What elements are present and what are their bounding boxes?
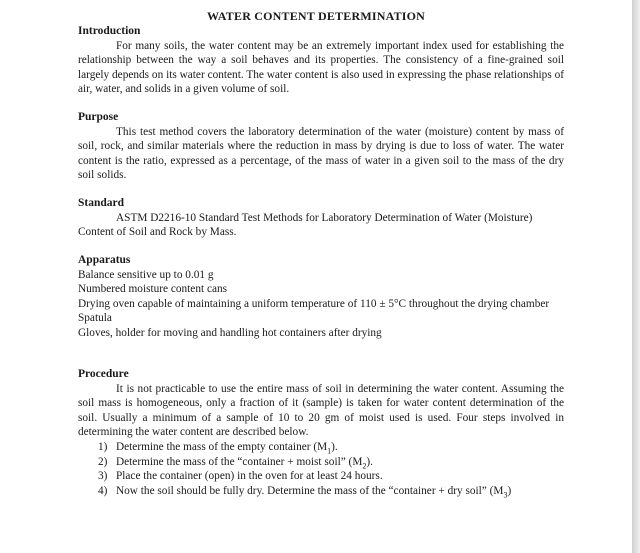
apparatus-item: Balance sensitive up to 0.01 g bbox=[78, 268, 214, 281]
standard-text: ASTM D2216-10 Standard Test Methods for Laboratory Determination of Water (Moisture) Content of Soil and Rock by Mass. bbox=[78, 211, 533, 239]
step-number: 3) bbox=[98, 470, 108, 483]
purpose-text: This test method covers the laboratory determination of the water (moisture) content by mass of soil, rock, and similar materials where the reduction in mass by drying is due to loss of water. The water content is the ratio, expressed as a percentage, of the mass of water in a given soil to the mass of the dry soil solids. bbox=[78, 125, 564, 182]
introduction-heading: Introduction bbox=[78, 25, 141, 37]
procedure-steps bbox=[78, 440, 564, 498]
apparatus-item: Numbered moisture content cans bbox=[78, 283, 228, 296]
apparatus-item: Drying oven capable of maintaining a uniform temperature of 110 ± 5°C throughout the drying chamber bbox=[78, 297, 550, 310]
step-subscript: 1 bbox=[327, 446, 332, 456]
introduction-section bbox=[78, 24, 564, 97]
procedure-step bbox=[78, 440, 564, 455]
step-text: Now the soil should be fully dry. Determine the mass of the “container + dry soil” (M bbox=[116, 484, 504, 497]
procedure-section bbox=[78, 367, 564, 498]
step-tail: ) bbox=[507, 484, 512, 497]
step-text: Place the container (open) in the oven for at least 24 hours. bbox=[116, 470, 383, 483]
step-number: 2) bbox=[98, 455, 108, 468]
apparatus-heading: Apparatus bbox=[78, 254, 131, 266]
standard-section bbox=[78, 196, 564, 240]
procedure-step bbox=[78, 469, 564, 484]
step-subscript: 3 bbox=[503, 490, 508, 499]
standard-heading: Standard bbox=[78, 197, 125, 209]
procedure-heading: Procedure bbox=[78, 368, 129, 380]
procedure-step bbox=[78, 455, 564, 470]
procedure-step bbox=[78, 484, 564, 499]
step-tail: ). bbox=[366, 455, 373, 468]
step-text: Determine the mass of the empty container (M bbox=[116, 440, 328, 453]
purpose-heading: Purpose bbox=[78, 111, 119, 123]
apparatus-item: Spatula bbox=[78, 312, 112, 325]
introduction-text: For many soils, the water content may be an extremely important index used for establishing the relationship between the way a soil behaves and its properties. The consistency of a fine-grained soil largely depends on its water content. The water content is also used in expressing the phase relationships of air, water, and solids in a given volume of soil. bbox=[78, 39, 564, 96]
step-subscript: 2 bbox=[362, 460, 367, 470]
apparatus-section bbox=[78, 253, 564, 341]
step-text: Determine the mass of the “container + moist soil” (M bbox=[116, 455, 363, 468]
step-tail: ). bbox=[331, 440, 338, 453]
document-title: WATER CONTENT DETERMINATION bbox=[206, 9, 426, 23]
purpose-section bbox=[78, 110, 564, 183]
page-edge-shadow bbox=[632, 0, 640, 553]
procedure-text: It is not practicable to use the entire mass of soil in determining the water content. Assuming the soil mass is homogeneous, only a fraction of it (sample) is taken for water content determination of the soil. Usually a minimum of a sample of 10 to 20 gm of moist used is used. Four steps involved in determining the water content are described below. bbox=[78, 382, 564, 439]
step-number: 1) bbox=[98, 440, 108, 453]
apparatus-item: Gloves, holder for moving and handling hot containers after drying bbox=[78, 326, 382, 339]
step-number: 4) bbox=[98, 484, 108, 497]
